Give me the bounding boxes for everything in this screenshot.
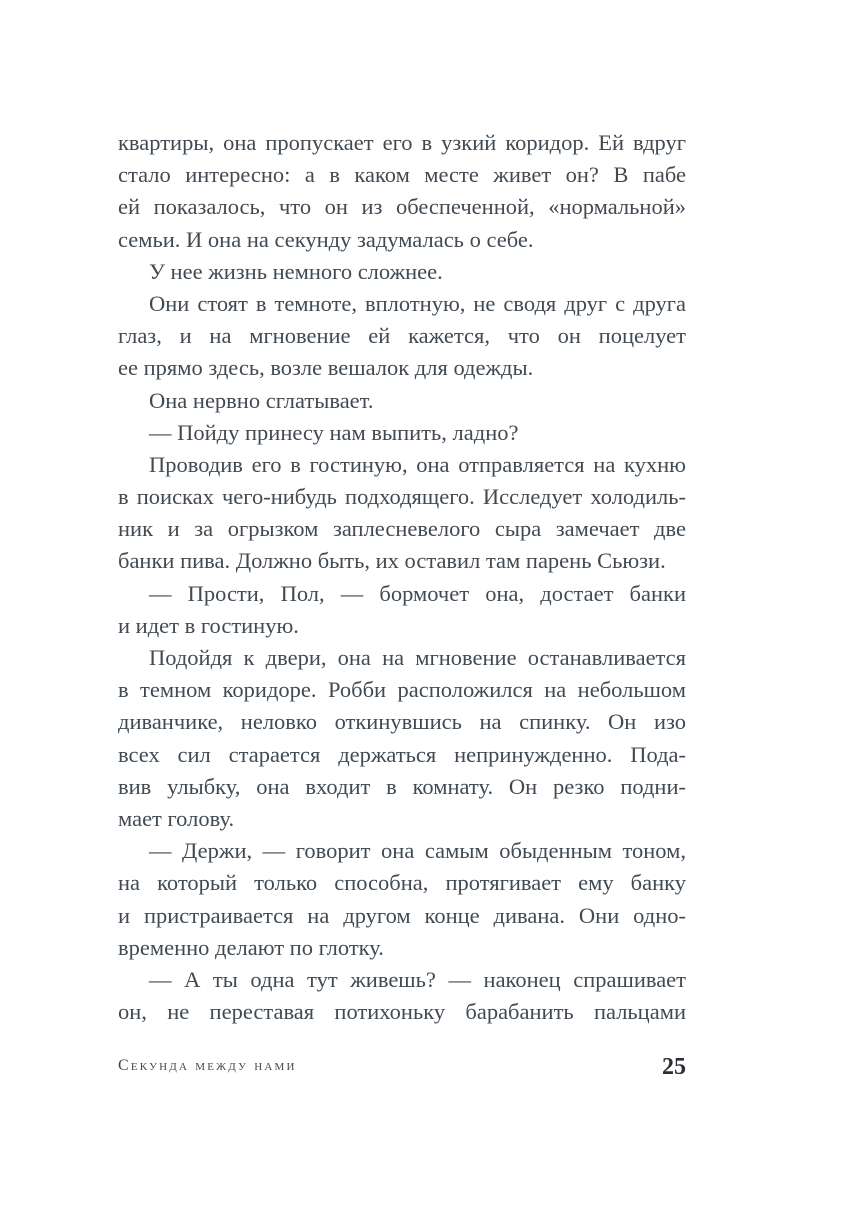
- text-line: банки пива. Должно быть, их оставил там парень Сьюзи.: [118, 548, 666, 574]
- text-line: и пристраивается на другом конце дивана. Они одно-: [118, 902, 686, 928]
- text-line: — Прости, Пол, — бормочет она, достает банки: [149, 580, 686, 606]
- text-line: — Пойду принесу нам выпить, ладно?: [149, 419, 519, 445]
- text-line: в темном коридоре. Робби расположился на небольшом: [118, 677, 686, 703]
- text-line: квартиры, она пропускает его в узкий коридор. Ей вдруг: [118, 130, 686, 155]
- text-line: вив улыбку, она входит в комнату. Он резко подни-: [118, 773, 686, 799]
- text-line: — Держи, — говорит она самым обыденным тоном,: [149, 838, 686, 864]
- text-line: мает голову.: [118, 805, 235, 831]
- text-line: Они стоят в темноте, вплотную, не сводя друг с друга: [149, 290, 686, 316]
- page-number: 25: [662, 1054, 686, 1080]
- page-footer: [118, 1054, 686, 1084]
- running-title: Секунда между нами: [118, 1057, 297, 1074]
- text-line: на который только способна, протягивает ему банку: [118, 870, 686, 896]
- text-line: глаз, и на мгновение ей кажется, что он поцелует: [118, 323, 686, 349]
- text-line: и идет в гостиную.: [118, 612, 299, 638]
- text-line: ее прямо здесь, возле вешалок для одежды.: [118, 355, 534, 381]
- text-line: семьи. И она на секунду задумалась о себе.: [118, 226, 534, 252]
- text-line: У нее жизнь немного сложнее.: [149, 258, 443, 284]
- text-line: диванчике, неловко откинувшись на спинку. Он изо: [118, 709, 686, 735]
- text-line: Подойдя к двери, она на мгновение останавливается: [149, 645, 686, 670]
- text-line: в поисках чего-нибудь подходящего. Исследует холодиль-: [118, 484, 686, 510]
- text-line: временно делают по глотку.: [118, 934, 384, 960]
- body-text: [118, 127, 686, 1028]
- text-line: всех сил старается держаться непринужденно. Пода-: [118, 741, 686, 767]
- text-line: ей показалось, что он из обеспеченной, «нормальной»: [118, 194, 686, 220]
- text-line: он, не переставая потихоньку барабанить пальцами: [118, 999, 686, 1025]
- text-line: Проводив его в гостиную, она отправляется на кухню: [149, 451, 686, 477]
- text-line: ник и за огрызком заплесневелого сыра замечает две: [118, 516, 686, 542]
- text-line: Она нервно сглатывает.: [149, 387, 374, 413]
- text-line: стало интересно: а в каком месте живет он? В пабе: [118, 162, 686, 188]
- text-line: — А ты одна тут живешь? — наконец спрашивает: [149, 966, 686, 992]
